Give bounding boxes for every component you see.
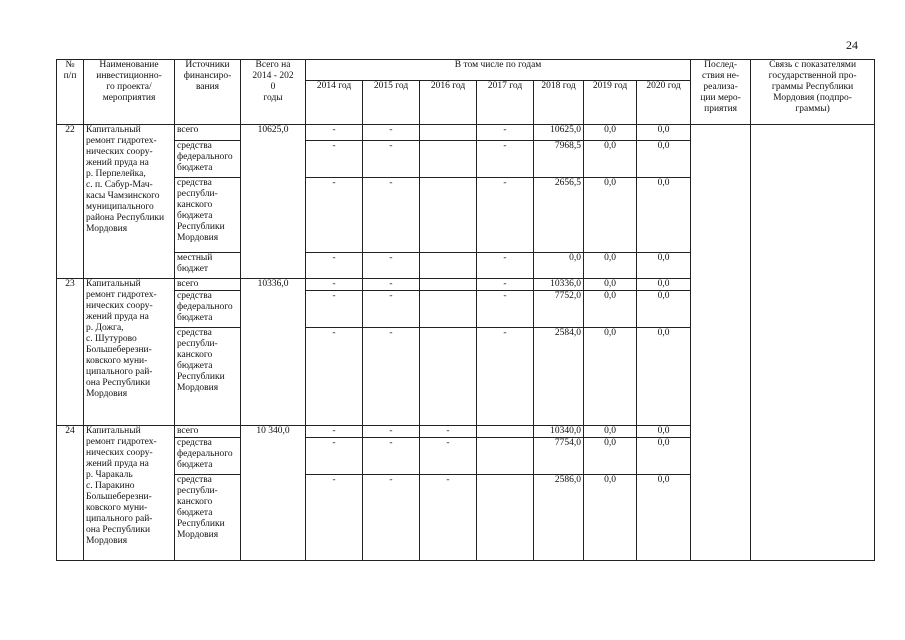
year-value: - — [477, 253, 534, 279]
year-value: 0,0 — [534, 253, 584, 279]
year-value: - — [306, 475, 363, 561]
year-value: - — [306, 141, 363, 178]
year-value — [420, 125, 477, 141]
year-value: - — [306, 178, 363, 253]
year-value: 7752,0 — [534, 291, 584, 328]
year-value: 0,0 — [637, 125, 691, 141]
year-value: 0,0 — [584, 279, 637, 291]
year-value: 2584,0 — [534, 328, 584, 426]
project-number: 24 — [57, 426, 84, 561]
year-value: 0,0 — [584, 426, 637, 438]
year-value: - — [363, 426, 420, 438]
header-years-group: В том числе по годам — [306, 60, 691, 81]
year-value: - — [477, 125, 534, 141]
funding-source: средства федерального бюджета — [175, 291, 241, 328]
project-name: Капитальный ремонт гидротех- нических соору- жений пруда на р. Перпелейка, с. п. Сабур-Мач- касы Чамзинского муниципального района Республики Мордовия — [84, 125, 175, 279]
project-total: 10336,0 — [241, 279, 306, 426]
year-value: - — [363, 125, 420, 141]
project-total: 10625,0 — [241, 125, 306, 279]
year-value: - — [420, 426, 477, 438]
year-value: 10625,0 — [534, 125, 584, 141]
year-value: - — [363, 279, 420, 291]
year-value: - — [363, 178, 420, 253]
funding-source: средства республи- канского бюджета Республики Мордовия — [175, 178, 241, 253]
year-value: 0,0 — [584, 475, 637, 561]
year-value — [420, 178, 477, 253]
year-value: - — [363, 475, 420, 561]
year-value — [477, 426, 534, 438]
header-sources: Источники финансиро- вания — [175, 60, 241, 125]
funding-source: всего — [175, 279, 241, 291]
year-value: 0,0 — [584, 178, 637, 253]
project-name: Капитальный ремонт гидротех- нических соору- жений пруда на р. Чаракаль с. Паракино Большеберезни- ковского муни- ципального рай- она Республики Мордовия — [84, 426, 175, 561]
table-row — [57, 125, 875, 141]
year-value: - — [363, 141, 420, 178]
year-value: 10336,0 — [534, 279, 584, 291]
project-number: 22 — [57, 125, 84, 279]
year-value: - — [363, 438, 420, 475]
year-value: 0,0 — [637, 475, 691, 561]
year-value: 0,0 — [637, 141, 691, 178]
header-year: 2020 год — [637, 81, 691, 125]
project-number: 23 — [57, 279, 84, 426]
year-value: 0,0 — [637, 291, 691, 328]
year-value: - — [306, 279, 363, 291]
year-value: 0,0 — [637, 279, 691, 291]
year-value: - — [306, 125, 363, 141]
header-year: 2017 год — [477, 81, 534, 125]
year-value: 0,0 — [637, 426, 691, 438]
year-value: - — [306, 291, 363, 328]
consequences-cell — [691, 125, 751, 561]
header-total: Всего на 2014 - 202 0 годы — [241, 60, 306, 125]
header-consequences: Послед- ствия не- реализа- ции меро- приятия — [691, 60, 751, 125]
year-value: 0,0 — [584, 253, 637, 279]
year-value: - — [306, 426, 363, 438]
header-year: 2019 год — [584, 81, 637, 125]
year-value: - — [477, 291, 534, 328]
project-total: 10 340,0 — [241, 426, 306, 561]
year-value: 0,0 — [584, 438, 637, 475]
year-value: 0,0 — [584, 141, 637, 178]
year-value — [420, 141, 477, 178]
year-value: 0,0 — [637, 438, 691, 475]
year-value — [477, 475, 534, 561]
project-name: Капитальный ремонт гидротех- нических соору- жений пруда на р. Дожга, с. Шутурово Большеберезни- ковского муни- ципального рай- она Республики Мордовия — [84, 279, 175, 426]
year-value — [420, 279, 477, 291]
year-value: - — [363, 328, 420, 426]
header-name: Наименование инвестиционно- го проекта/ мероприятия — [84, 60, 175, 125]
header-year: 2018 год — [534, 81, 584, 125]
year-value: 2656,5 — [534, 178, 584, 253]
year-value: - — [420, 438, 477, 475]
year-value: 0,0 — [637, 253, 691, 279]
funding-source: средства республи- канского бюджета Республики Мордовия — [175, 475, 241, 561]
year-value: 0,0 — [584, 291, 637, 328]
year-value — [420, 253, 477, 279]
year-value — [420, 291, 477, 328]
year-value: - — [363, 291, 420, 328]
year-value: - — [420, 475, 477, 561]
header-link: Связь с показателями государственной про- граммы Республики Мордовия (подпро- граммы) — [751, 60, 875, 125]
year-value: 7754,0 — [534, 438, 584, 475]
funding-source: средства федерального бюджета — [175, 141, 241, 178]
year-value — [477, 438, 534, 475]
year-value: - — [477, 141, 534, 178]
year-value: - — [363, 253, 420, 279]
year-value: - — [477, 279, 534, 291]
year-value: 0,0 — [637, 328, 691, 426]
funding-source: средства федерального бюджета — [175, 438, 241, 475]
header-year: 2014 год — [306, 81, 363, 125]
funding-source: средства республи- канского бюджета Республики Мордовия — [175, 328, 241, 426]
funding-source: местный бюджет — [175, 253, 241, 279]
funding-source: всего — [175, 426, 241, 438]
header-year: 2016 год — [420, 81, 477, 125]
year-value: 0,0 — [637, 178, 691, 253]
year-value — [420, 328, 477, 426]
investment-table — [56, 59, 875, 561]
funding-source: всего — [175, 125, 241, 141]
header-num: № п/п — [57, 60, 84, 125]
year-value: - — [477, 328, 534, 426]
header-year: 2015 год — [363, 81, 420, 125]
year-value: 7968,5 — [534, 141, 584, 178]
year-value: - — [477, 178, 534, 253]
year-value: - — [306, 438, 363, 475]
year-value: 10340,0 — [534, 426, 584, 438]
year-value: - — [306, 328, 363, 426]
program-link-cell — [751, 125, 875, 561]
year-value: 0,0 — [584, 125, 637, 141]
page-number: 24 — [846, 38, 858, 52]
year-value: 2586,0 — [534, 475, 584, 561]
year-value: - — [306, 253, 363, 279]
year-value: 0,0 — [584, 328, 637, 426]
